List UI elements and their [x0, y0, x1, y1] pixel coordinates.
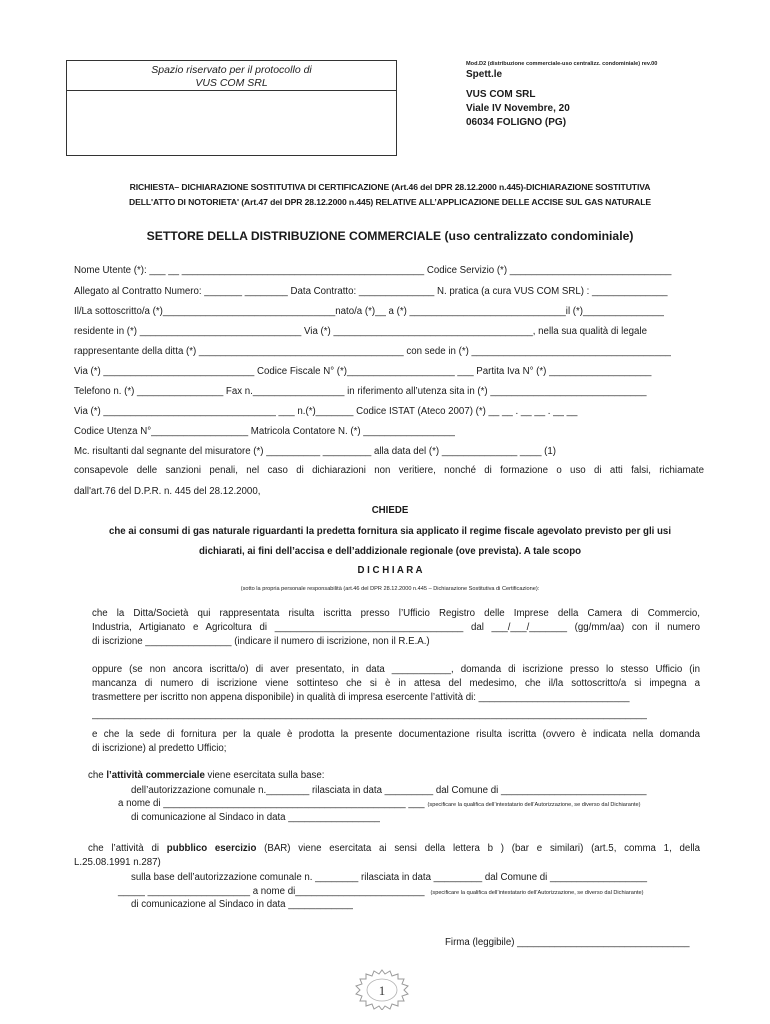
pubblico-line2[interactable]: sulla base dell’autorizzazione comunale n. ________ rilasciata in data _________ dal Comune di __________________: [131, 872, 647, 883]
form-line-fiscal[interactable]: Via (*) ____________________________ Codice Fiscale N° (*)____________________ ___ Partita Iva N° (*) ___________________: [74, 366, 652, 377]
spett-label: Spett.le: [466, 69, 503, 80]
pubblico-line3[interactable]: [118, 886, 644, 897]
module-code: Mod.D2 (distribuzione commerciale-uso centralizz. condominiale) rev.00: [466, 61, 658, 67]
form-line-user[interactable]: Nome Utente (*): ___ __ _____________________________________________ Codice Servizio (*) ______________________________: [74, 265, 672, 276]
pubblico-pre: che l’attività di: [88, 843, 167, 854]
commerciale-line2-text[interactable]: a nome di _____________________________________________ ___: [118, 798, 425, 809]
pubblico-law: L.25.08.1991 n.287): [74, 857, 161, 868]
pubblico-line3-text[interactable]: _____ ___________________ a nome di________________________: [118, 886, 425, 897]
aware-line2: dall'art.76 del D.P.R. n. 445 del 28.12.2000,: [74, 486, 261, 497]
recipient-company: VUS COM SRL: [466, 89, 536, 100]
para2-line1[interactable]: oppure (se non ancora iscritta/o) di aver presentato, in data ___________, domanda di iscrizione presso lo stesso Ufficio (in: [92, 664, 700, 675]
title-line2: DELL'ATTO DI NOTORIETA' (Art.47 del DPR 28.12.2000 n.445) RELATIVE ALL’APPLICAZIONE DELLE ACCISE SUL GAS NATURALE: [128, 197, 651, 207]
commerciale-line3[interactable]: di comunicazione al Sindaco in data _________________: [131, 812, 380, 823]
para1-line1: che la Ditta/Società qui rappresentata risulta iscritta presso l’Ufficio Registro delle Imprese della Camera di Commercio,: [92, 608, 700, 619]
dichiara-note: (sotto la propria personale responsabilità (art.46 del DPR 28.12.2000 n.445 – Dichiarazione Sostitutiva di Certificazione):: [240, 586, 540, 592]
recipient-city: 06034 FOLIGNO (PG): [466, 117, 567, 128]
signature-field[interactable]: Firma (leggibile) ________________________________: [445, 937, 690, 948]
form-line-contract[interactable]: Allegato al Contratto Numero: _______ ________ Data Contratto: ______________ N. pratica (a cura VUS COM SRL) : ______________: [74, 286, 668, 297]
dichiara-heading: D I C H I A R A: [357, 565, 423, 576]
form-line-company[interactable]: rappresentante della ditta (*) ______________________________________ con sede in (*) _____________________________________: [74, 346, 671, 357]
title-line1: RICHIESTA– DICHIARAZIONE SOSTITUTIVA DI CERTIFICAZIONE (Art.46 del DPR 28.12.2000 n.445)-DICHIARAZIONE SOSTITUTIVA: [129, 182, 651, 192]
protocol-box-line2: VUS COM SRL: [195, 77, 268, 89]
protocol-box-divider: [67, 90, 396, 91]
page-number: 1: [378, 983, 386, 998]
form-line-signatory[interactable]: Il/La sottoscritto/a (*)________________________________nato/a (*)__ a (*) _____________________________il (*)_______________: [74, 306, 664, 317]
pubblico-line4[interactable]: di comunicazione al Sindaco in data ____________: [131, 899, 353, 910]
protocol-box: [66, 60, 397, 156]
para1-line3[interactable]: di iscrizione ________________ (indicare il numero di iscrizione, non il R.E.A.): [92, 636, 430, 647]
pubblico-line3-note: (specificare la qualifica dell’intestatario dell’Autorizzazione, se diverso dal Dichiarante): [430, 890, 644, 896]
recipient-street: Viale IV Novembre, 20: [466, 103, 570, 114]
form-line-phone[interactable]: Telefono n. (*) ________________ Fax n._________________ in riferimento all’utenza sita in (*) _____________________________: [74, 386, 647, 397]
form-line-meter[interactable]: Codice Utenza N°__________________ Matricola Contatore N. (*) _________________: [74, 426, 455, 437]
commerciale-pre: che: [88, 770, 107, 781]
para2-line4[interactable]: _______________________________________________________________________________________________________: [92, 709, 647, 720]
request-line1: che ai consumi di gas naturale riguardanti la predetta fornitura sia applicato il regime fiscale agevolato previsto per gli usi: [108, 526, 672, 537]
para3-line1: e che la sede di fornitura per la quale è prodotta la presente documentazione risulta iscritta (ovvero è indicata nella domanda: [92, 729, 700, 740]
pubblico-intro: [88, 843, 700, 854]
commerciale-bold: l’attività commerciale: [106, 770, 205, 781]
form-line-istat[interactable]: Via (*) ________________________________ ___ n.(*)_______ Codice ISTAT (Ateco 2007) (*) __ __ . __ __ . __ __: [74, 406, 578, 417]
commerciale-intro: [88, 770, 324, 781]
pubblico-bold: pubblico esercizio: [166, 843, 257, 854]
page-number-seal: [352, 968, 412, 1010]
sector-title: SETTORE DELLA DISTRIBUZIONE COMMERCIALE (uso centralizzato condominiale): [146, 229, 634, 243]
aware-line1: consapevole delle sanzioni penali, nel caso di dichiarazioni non veritiere, nonché di formazione o uso di atti falsi, richiamate: [74, 465, 704, 476]
pubblico-post: (BAR) viene esercitata ai sensi della lettera b ) (bar e similari) (art.5, comma 1, della: [256, 843, 701, 854]
form-line-reading[interactable]: Mc. risultanti dal segnante del misuratore (*) __________ _________ alla data del (*) ______________ ____ (1): [74, 446, 557, 457]
para2-line2: mancanza di numero di iscrizione viene sottinteso che si è in attesa del medesimo, che il/la sottoscritto/a si impegna a: [92, 678, 700, 689]
commerciale-line1[interactable]: dell’autorizzazione comunale n.________ rilasciata in data _________ dal Comune di ___________________________: [131, 785, 647, 796]
para3-line2: di iscrizione) al predetto Ufficio;: [92, 743, 227, 754]
commerciale-post: viene esercitata sulla base:: [204, 770, 325, 781]
commerciale-line2-note: (specificare la qualifica dell’intestatario dell’Autorizzazione, se diverso dal Dichiarante): [427, 802, 641, 808]
para2-line3[interactable]: trasmettere per iscritto non appena disponibile) in qualità di impresa esercente l’attività di: ____________________________: [92, 692, 630, 703]
para1-line2[interactable]: Industria, Artigianato e Agricoltura di ___________________________________ dal ___/___/_______ (gg/mm/aa) con il numero: [92, 622, 700, 633]
chiede-heading: CHIEDE: [371, 505, 409, 516]
protocol-box-line1: Spazio riservato per il protocollo di: [151, 64, 312, 76]
form-line-residence[interactable]: residente in (*) ______________________________ Via (*) _____________________________________, nella sua qualità di legale: [74, 326, 647, 337]
request-line2: dichiarati, ai fini dell’accisa e dell’addizionale regionale (ove prevista). A tale scopo: [198, 546, 582, 557]
commerciale-line2[interactable]: [118, 798, 641, 809]
